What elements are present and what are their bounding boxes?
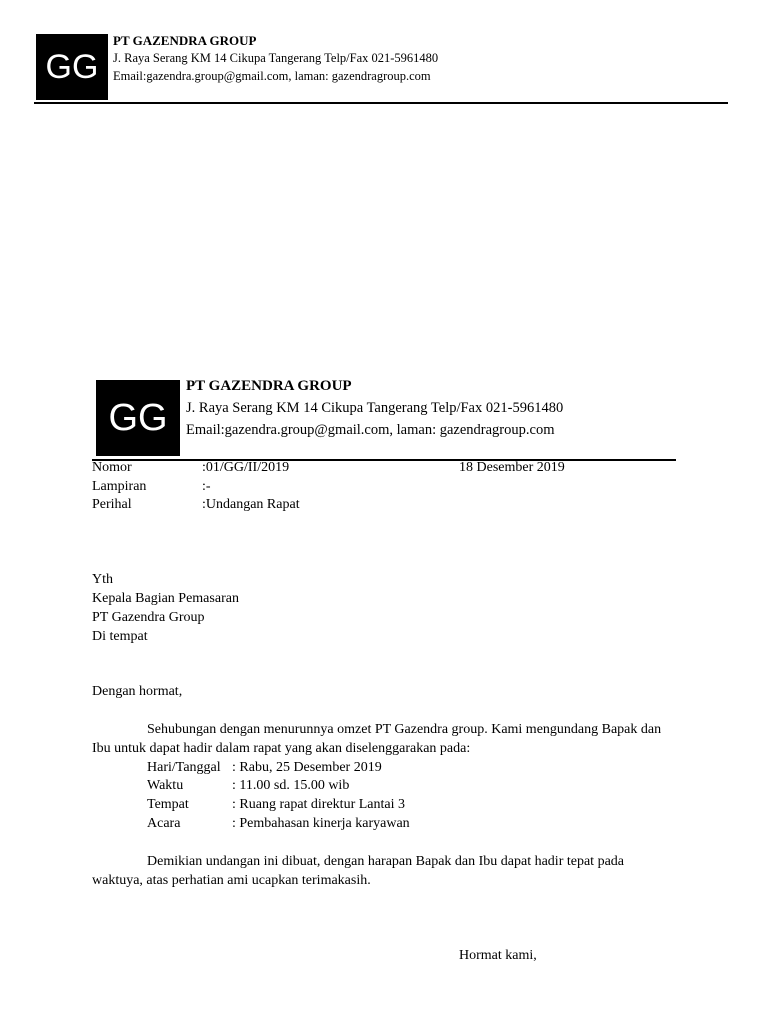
detail-label: Tempat	[147, 797, 189, 812]
company-contact: Email:gazendra.group@gmail.com, laman: gazendragroup.com	[113, 69, 431, 83]
company-logo: GG	[36, 34, 108, 100]
letter-company-name: PT GAZENDRA GROUP	[186, 378, 352, 394]
perihal-value: :Undangan Rapat	[202, 497, 300, 512]
detail-value: : Rabu, 25 Desember 2019	[232, 760, 382, 775]
recipient-line: Kepala Bagian Pemasaran	[92, 591, 239, 606]
detail-value: : Ruang rapat direktur Lantai 3	[232, 797, 405, 812]
letter-company-logo: GG	[96, 380, 180, 456]
company-address: J. Raya Serang KM 14 Cikupa Tangerang Telp/Fax 021-5961480	[113, 51, 439, 65]
letterhead-divider	[34, 102, 728, 104]
detail-label: Hari/Tanggal	[147, 760, 221, 775]
paragraph-line: Sehubungan dengan menurunnya omzet PT Gazendra group. Kami mengundang Bapak dan	[147, 722, 662, 737]
lampiran-value: :-	[202, 479, 211, 494]
company-name: PT GAZENDRA GROUP	[113, 33, 257, 48]
greeting: Dengan hormat,	[92, 684, 183, 699]
paragraph-line: Demikian undangan ini dibuat, dengan harapan Bapak dan Ibu dapat hadir tepat pada	[147, 854, 624, 869]
detail-label: Acara	[147, 816, 181, 831]
paragraph-line: waktuya, atas perhatian ami ucapkan terimakasih.	[92, 873, 371, 888]
detail-value: : Pembahasan kinerja karyawan	[232, 816, 410, 831]
letter-date: 18 Desember 2019	[459, 460, 565, 475]
lampiran-label: Lampiran	[92, 479, 147, 494]
paragraph-line: Ibu untuk dapat hadir dalam rapat yang akan diselenggarakan pada:	[92, 741, 471, 756]
nomor-value: :01/GG/II/2019	[202, 460, 290, 475]
perihal-label: Perihal	[92, 497, 132, 512]
letter-company-address: J. Raya Serang KM 14 Cikupa Tangerang Telp/Fax 021-5961480	[186, 400, 564, 416]
nomor-label: Nomor	[92, 460, 132, 475]
detail-label: Waktu	[147, 778, 184, 793]
letter-divider	[92, 459, 676, 461]
recipient-line: PT Gazendra Group	[92, 610, 205, 625]
recipient-line: Di tempat	[92, 629, 148, 644]
closing: Hormat kami,	[459, 948, 537, 963]
letter-company-contact: Email:gazendra.group@gmail.com, laman: gazendragroup.com	[186, 422, 555, 438]
recipient-line: Yth	[92, 572, 113, 587]
detail-value: : 11.00 sd. 15.00 wib	[232, 778, 350, 793]
